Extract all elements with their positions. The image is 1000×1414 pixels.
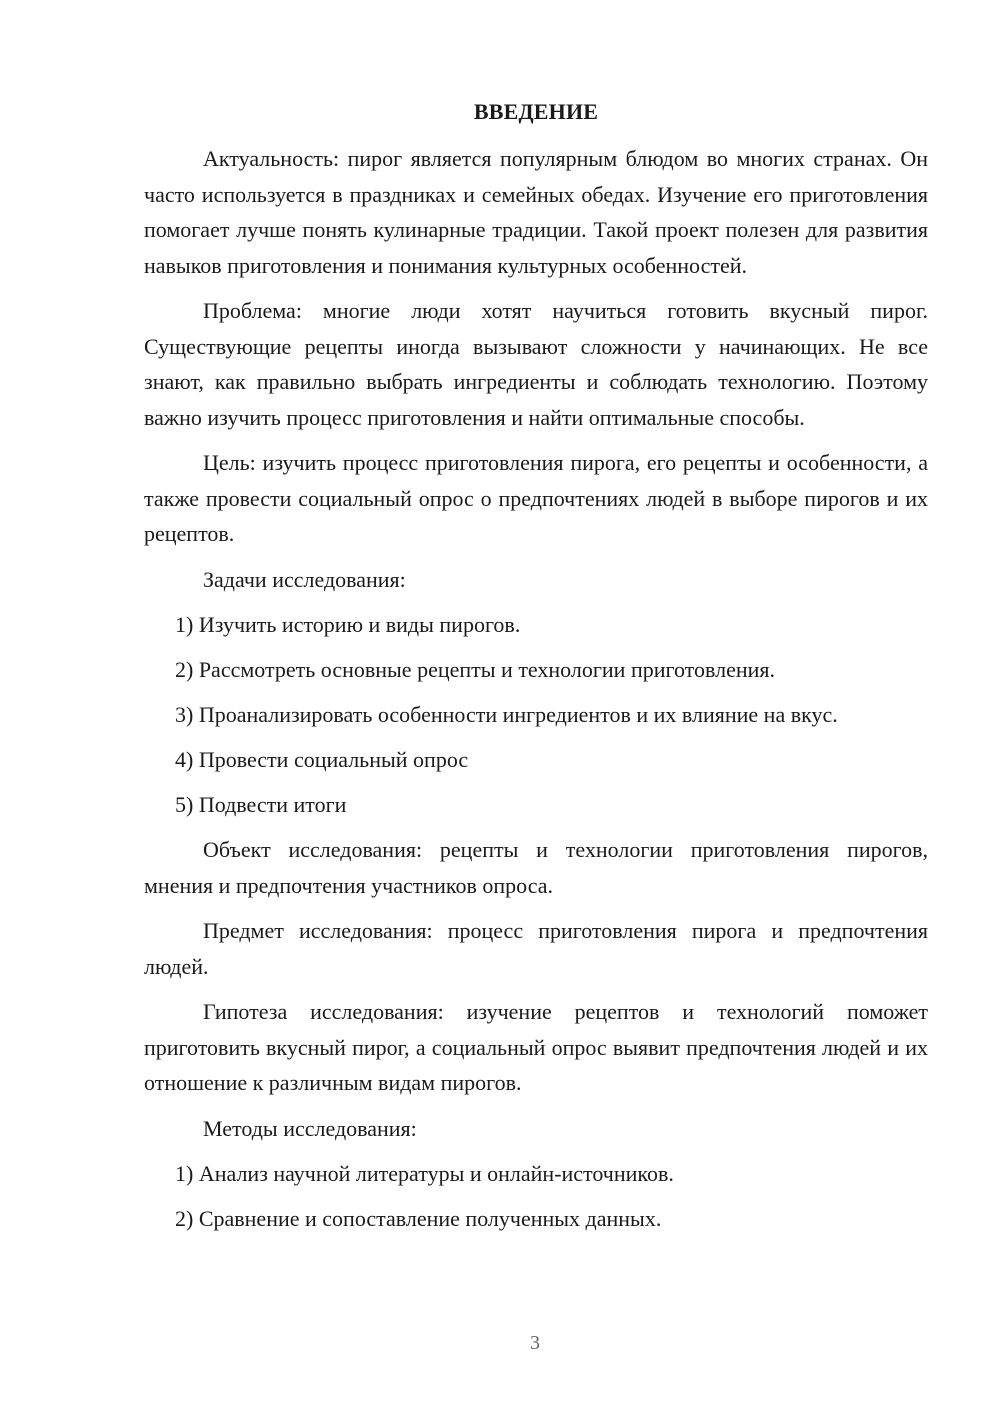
- task-item: 5) Подвести итоги: [175, 792, 347, 817]
- page-number: 3: [530, 1332, 540, 1354]
- method-item: 1) Анализ научной литературы и онлайн-источников.: [175, 1161, 674, 1186]
- hypothesis-paragraph: Гипотеза исследования: изучение рецептов и технологий поможет приготовить вкусный пирог, а социальный опрос выявит предпочтения людей и их отношение к различным видам пирогов.: [144, 999, 928, 1095]
- methods-heading: Методы исследования:: [203, 1115, 417, 1141]
- tasks-heading: Задачи исследования:: [203, 566, 406, 592]
- method-item: 2) Сравнение и сопоставление полученных данных.: [175, 1206, 662, 1231]
- task-item: 2) Рассмотреть основные рецепты и технологии приготовления.: [175, 657, 776, 682]
- relevance-paragraph: Актуальность: пирог является популярным блюдом во многих странах. Он часто используется в праздниках и семейных обедах. Изучение его приготовления помогает лучше понять кулинарные традиции. Такой проект полезен для развития навыков приготовления и понимания культурных особенностей.: [144, 146, 928, 278]
- object-paragraph: Объект исследования: рецепты и технологии приготовления пирогов, мнения и предпочтения участников опроса.: [144, 837, 928, 898]
- subject-paragraph: Предмет исследования: процесс приготовления пирога и предпочтения людей.: [144, 918, 928, 979]
- task-item: 1) Изучить историю и виды пирогов.: [175, 612, 521, 637]
- document-page: [144, 94, 928, 1246]
- section-title: ВВЕДЕНИЕ: [473, 99, 599, 124]
- task-item: 3) Проанализировать особенности ингредиентов и их влияние на вкус.: [175, 702, 838, 727]
- problem-paragraph: Проблема: многие люди хотят научиться готовить вкусный пирог. Существующие рецепты иногда вызывают сложности у начинающих. Не все знают, как правильно выбрать ингредиенты и соблюдать технологию. Поэтому важно изучить процесс приготовления и найти оптимальные способы.: [144, 298, 928, 430]
- goal-paragraph: Цель: изучить процесс приготовления пирога, его рецепты и особенности, а также провести социальный опрос о предпочтениях людей в выборе пирогов и их рецептов.: [144, 450, 928, 546]
- task-item: 4) Провести социальный опрос: [175, 747, 469, 772]
